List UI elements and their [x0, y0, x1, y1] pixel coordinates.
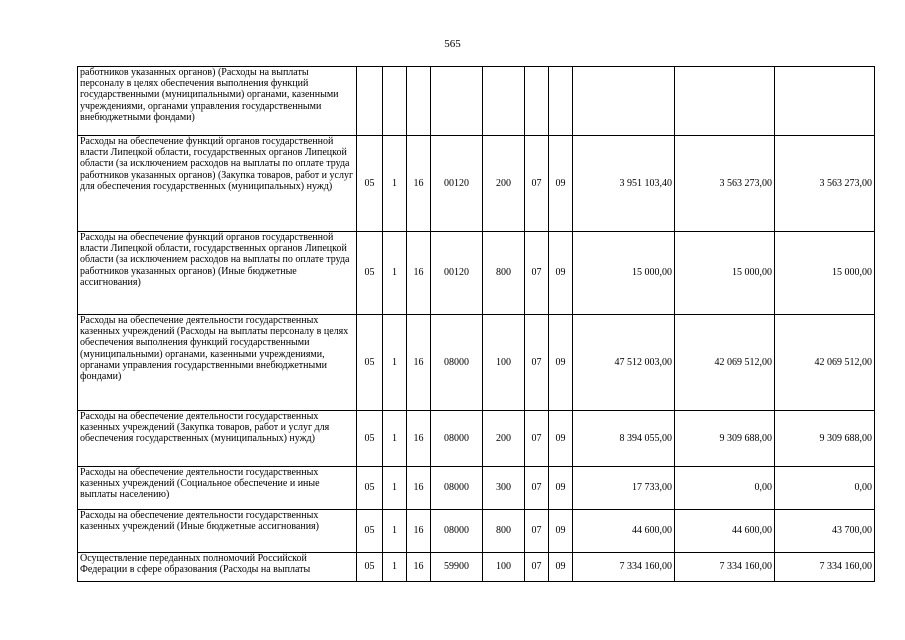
code-cell: 00120	[431, 232, 483, 315]
code-cell: 08000	[431, 411, 483, 467]
code-cell	[383, 67, 407, 136]
code-cell: 08000	[431, 510, 483, 553]
code-cell: 300	[483, 467, 525, 510]
amount-cell: 42 069 512,00	[775, 315, 875, 411]
code-cell: 05	[357, 553, 383, 582]
code-cell: 16	[407, 315, 431, 411]
amount-cell: 8 394 055,00	[573, 411, 675, 467]
code-cell: 05	[357, 136, 383, 232]
code-cell: 08000	[431, 467, 483, 510]
code-cell: 59900	[431, 553, 483, 582]
code-cell: 1	[383, 467, 407, 510]
table-row	[78, 315, 875, 411]
amount-cell: 0,00	[775, 467, 875, 510]
row-description: Расходы на обеспечение деятельности государственных казенных учреждений (Социальное обеспечение и иные выплаты населению)	[78, 467, 357, 510]
amount-cell: 15 000,00	[775, 232, 875, 315]
amount-cell: 3 951 103,40	[573, 136, 675, 232]
table-row	[78, 232, 875, 315]
code-cell: 16	[407, 232, 431, 315]
code-cell: 1	[383, 553, 407, 582]
code-cell: 1	[383, 315, 407, 411]
code-cell: 07	[525, 232, 549, 315]
table-row	[78, 467, 875, 510]
row-description: Расходы на обеспечение функций органов государственной власти Липецкой области, государственных органов Липецкой области (за исключением расходов на выплаты по оплате труда работников указанных органов) (Закупка товаров, работ и услуг для обеспечения государственных (муниципальных) нужд)	[78, 136, 357, 232]
code-cell: 800	[483, 510, 525, 553]
code-cell: 16	[407, 411, 431, 467]
table-row	[78, 553, 875, 582]
code-cell: 09	[549, 510, 573, 553]
code-cell: 200	[483, 136, 525, 232]
amount-cell: 7 334 160,00	[675, 553, 775, 582]
code-cell: 07	[525, 467, 549, 510]
code-cell: 07	[525, 315, 549, 411]
table-row	[78, 136, 875, 232]
amount-cell: 47 512 003,00	[573, 315, 675, 411]
code-cell: 09	[549, 411, 573, 467]
code-cell: 05	[357, 315, 383, 411]
amount-cell: 44 600,00	[573, 510, 675, 553]
code-cell: 07	[525, 510, 549, 553]
amount-cell	[675, 67, 775, 136]
amount-cell: 3 563 273,00	[775, 136, 875, 232]
amount-cell: 9 309 688,00	[775, 411, 875, 467]
amount-cell	[775, 67, 875, 136]
code-cell: 09	[549, 553, 573, 582]
code-cell: 05	[357, 467, 383, 510]
row-description: Расходы на обеспечение функций органов государственной власти Липецкой области, государственных органов Липецкой области (за исключением расходов на выплаты по оплате труда работников указанных органов) (Иные бюджетные ассигнования)	[78, 232, 357, 315]
code-cell	[407, 67, 431, 136]
code-cell: 09	[549, 467, 573, 510]
code-cell: 16	[407, 553, 431, 582]
code-cell: 05	[357, 232, 383, 315]
row-description: Расходы на обеспечение деятельности государственных казенных учреждений (Закупка товаров, работ и услуг для обеспечения государственных (муниципальных) нужд)	[78, 411, 357, 467]
code-cell: 16	[407, 510, 431, 553]
code-cell	[549, 67, 573, 136]
code-cell: 16	[407, 136, 431, 232]
code-cell: 05	[357, 510, 383, 553]
amount-cell: 0,00	[675, 467, 775, 510]
table-row	[78, 67, 875, 136]
amount-cell: 42 069 512,00	[675, 315, 775, 411]
code-cell	[525, 67, 549, 136]
code-cell: 100	[483, 553, 525, 582]
code-cell: 1	[383, 510, 407, 553]
row-description: работников указанных органов) (Расходы на выплаты персоналу в целях обеспечения выполнения функций государственными (муниципальными) органами, казенными учреждениями, органами управления государственными внебюджетными фондами)	[78, 67, 357, 136]
amount-cell: 43 700,00	[775, 510, 875, 553]
code-cell: 16	[407, 467, 431, 510]
code-cell: 100	[483, 315, 525, 411]
code-cell: 00120	[431, 136, 483, 232]
code-cell: 1	[383, 411, 407, 467]
code-cell	[357, 67, 383, 136]
row-description: Расходы на обеспечение деятельности государственных казенных учреждений (Расходы на выплаты персоналу в целях обеспечения выполнения функций государственными (муниципальными) органами, казенными учреждениями, органами управления государственными внебюджетными фондами)	[78, 315, 357, 411]
code-cell: 09	[549, 232, 573, 315]
amount-cell: 7 334 160,00	[573, 553, 675, 582]
amount-cell: 3 563 273,00	[675, 136, 775, 232]
code-cell: 1	[383, 136, 407, 232]
code-cell: 09	[549, 315, 573, 411]
row-description: Расходы на обеспечение деятельности государственных казенных учреждений (Иные бюджетные ассигнования)	[78, 510, 357, 553]
amount-cell	[573, 67, 675, 136]
amount-cell: 9 309 688,00	[675, 411, 775, 467]
amount-cell: 7 334 160,00	[775, 553, 875, 582]
code-cell	[483, 67, 525, 136]
code-cell: 800	[483, 232, 525, 315]
code-cell: 05	[357, 411, 383, 467]
code-cell: 1	[383, 232, 407, 315]
code-cell	[431, 67, 483, 136]
amount-cell: 15 000,00	[675, 232, 775, 315]
amount-cell: 44 600,00	[675, 510, 775, 553]
amount-cell: 15 000,00	[573, 232, 675, 315]
code-cell: 07	[525, 553, 549, 582]
code-cell: 09	[549, 136, 573, 232]
code-cell: 200	[483, 411, 525, 467]
table-row	[78, 411, 875, 467]
code-cell: 07	[525, 136, 549, 232]
code-cell: 07	[525, 411, 549, 467]
page-number: 565	[444, 38, 461, 50]
row-description: Осуществление переданных полномочий Российской Федерации в сфере образования (Расходы на выплаты	[78, 553, 357, 582]
budget-table	[77, 66, 875, 582]
amount-cell: 17 733,00	[573, 467, 675, 510]
code-cell: 08000	[431, 315, 483, 411]
table-row	[78, 510, 875, 553]
